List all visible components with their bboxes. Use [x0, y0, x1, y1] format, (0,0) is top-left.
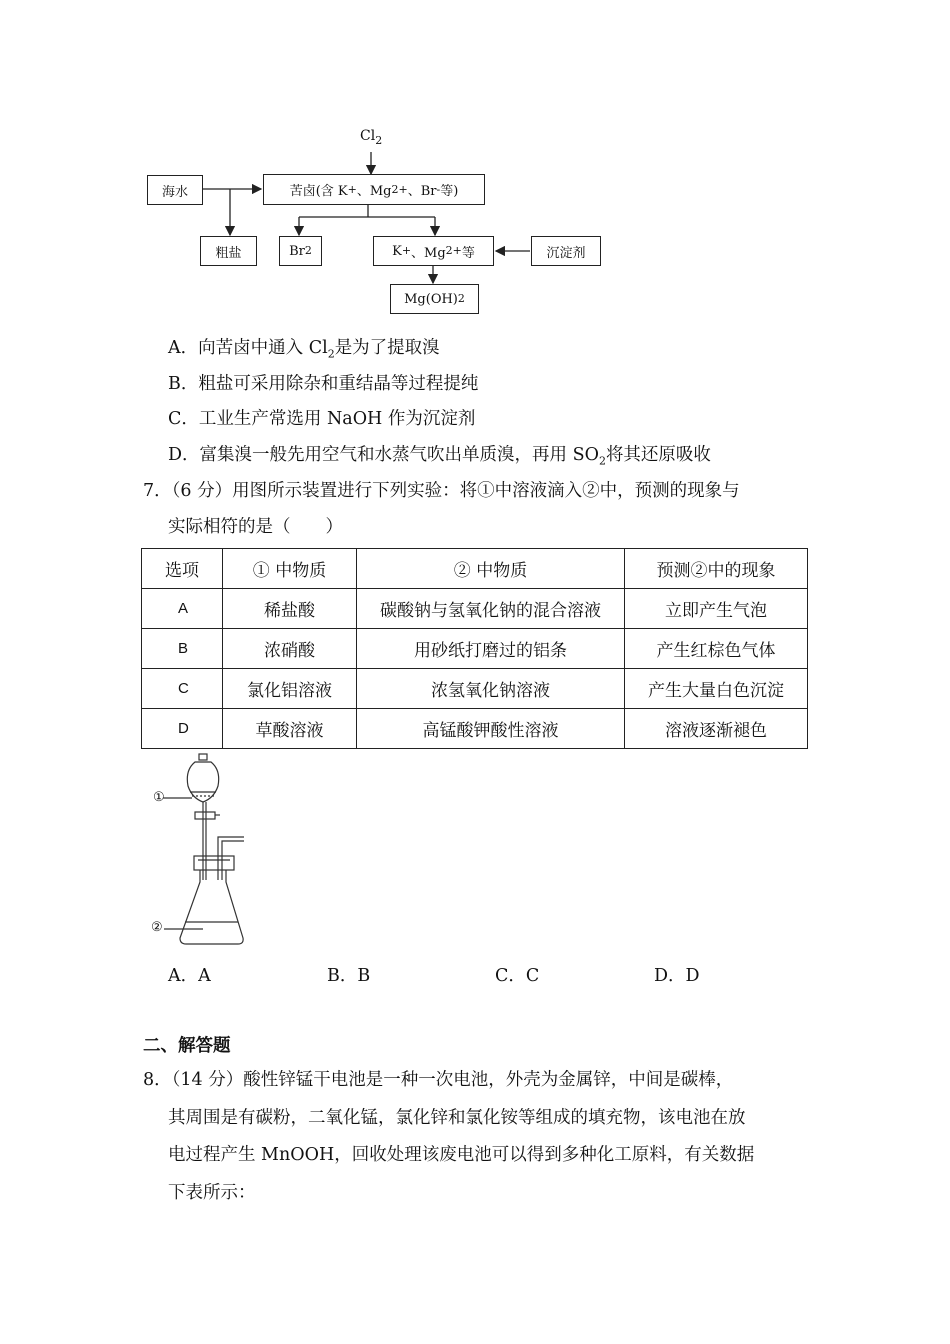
table-row [142, 669, 808, 709]
table-cell-option: C [142, 669, 223, 709]
q8-line1: 8．（14 分）酸性锌锰干电池是一种一次电池，外壳为金属锌，中间是碳棒， [143, 1070, 734, 1090]
bromine-box: Br 2 [279, 236, 322, 266]
q8-line3: 电过程产生 MnOOH，回收处理该废电池可以得到多种化工原料，有关数据 [168, 1145, 755, 1165]
table-header-cell: 预测②中的现象 [625, 549, 808, 589]
chlorine-input-label: $Cl_2$ [360, 128, 383, 147]
table-cell: 稀盐酸 [223, 589, 357, 629]
potassium-magnesium-box: K + 、Mg 2+ 等 [373, 236, 494, 266]
q7-choice-b[interactable]: B．B [327, 966, 371, 986]
q8-line2: 其周围是有碳粉，二氧化锰，氯化锌和氯化铵等组成的填充物，该电池在放 [168, 1108, 746, 1128]
table-cell: 产生大量白色沉淀 [625, 669, 808, 709]
table-cell: 浓氢氧化钠溶液 [357, 669, 625, 709]
table-header-cell: ② 中物质 [357, 549, 625, 589]
apparatus-label-2: ② [151, 920, 163, 935]
table-cell: 高锰酸钾酸性溶液 [357, 709, 625, 749]
q8-line4: 下表所示： [168, 1183, 256, 1203]
table-cell: 草酸溶液 [223, 709, 357, 749]
table-header-row [142, 549, 808, 589]
table-cell: 浓硝酸 [223, 629, 357, 669]
table-row [142, 709, 808, 749]
q7-stem-line1: 7．（6 分）用图所示装置进行下列实验：将①中溶液滴入②中，预测的现象与 [143, 481, 740, 501]
table-cell-option: A [142, 589, 223, 629]
q7-choice-c[interactable]: C．C [495, 966, 540, 986]
bittern-box: 苦卤(含 K + 、Mg 2+ 、Br - 等) [263, 174, 485, 205]
q6-option-a: A．向苦卤中通入 $Cl_2$是为了提取溴 [168, 338, 440, 361]
table-cell-option: B [142, 629, 223, 669]
q6-option-c: C．工业生产常选用 NaOH 作为沉淀剂 [168, 409, 476, 429]
table-cell: 溶液逐渐褪色 [625, 709, 808, 749]
table-cell: 碳酸钠与氢氧化钠的混合溶液 [357, 589, 625, 629]
precipitant-box: 沉淀剂 [531, 236, 601, 266]
section-title: 二、解答题 [143, 1036, 231, 1056]
q7-choice-a[interactable]: A．A [168, 966, 211, 986]
table-cell: 氯化铝溶液 [223, 669, 357, 709]
seawater-box: 海水 [147, 175, 203, 205]
experiment-table [141, 548, 808, 749]
table-row [142, 629, 808, 669]
apparatus-label-1: ① [153, 790, 165, 805]
q6-option-d: D．富集溴一般先用空气和水蒸气吹出单质溴，再用 $SO_2$将其还原吸收 [168, 445, 711, 468]
q7-stem-line2: 实际相符的是（ ） [168, 517, 343, 537]
table-header-cell: 选项 [142, 549, 223, 589]
flowchart-arrows [0, 0, 950, 330]
apparatus-diagram [140, 752, 250, 952]
table-row [142, 589, 808, 629]
q7-choice-d[interactable]: D．D [654, 966, 700, 986]
table-cell: 产生红棕色气体 [625, 629, 808, 669]
table-cell: 用砂纸打磨过的铝条 [357, 629, 625, 669]
magnesium-hydroxide-box: Mg(OH) 2 [390, 284, 479, 314]
crude-salt-box: 粗盐 [200, 236, 257, 266]
table-cell-option: D [142, 709, 223, 749]
table-header-cell: ① 中物质 [223, 549, 357, 589]
table-cell: 立即产生气泡 [625, 589, 808, 629]
q6-option-b: B．粗盐可采用除杂和重结晶等过程提纯 [168, 374, 479, 394]
